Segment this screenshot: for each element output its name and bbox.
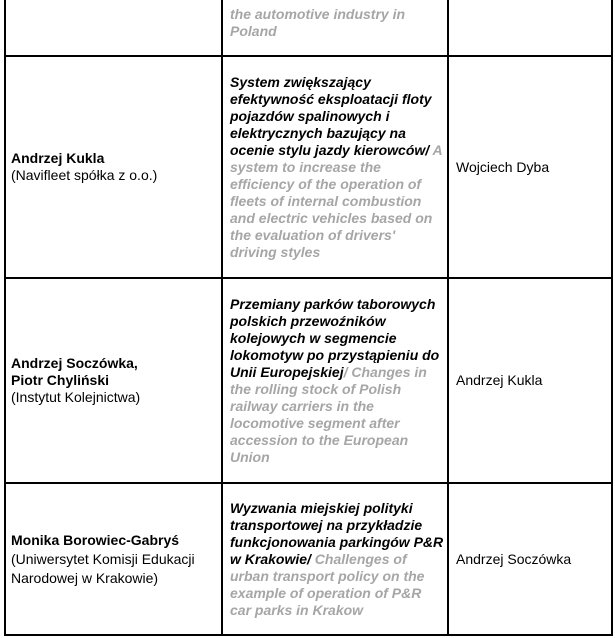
table-row (6, 55, 611, 277)
title-cell (221, 57, 447, 277)
author-affiliation: (Instytut Kolejnictwa) (11, 389, 141, 405)
title-polish: System zwiększający efektywność eksploatacji floty pojazdów spalinowych i elektrycznych bazujący na ocenie stylu jazdy kierowców/ (230, 73, 432, 158)
author-affiliation: (Uniwersytet Komisji Edukacji Narodowej w Krakowie) (11, 550, 195, 586)
reviewer-cell (447, 0, 611, 55)
title-polish: Przemiany parków taborowych polskich przewoźników kolejowych w segmencie lokomotyw po przystąpieniu do Unii Europejskiej (230, 295, 440, 380)
reviewer-cell (447, 279, 611, 482)
author-names: Andrzej Kukla (11, 150, 105, 166)
author-names: Monika Borowiec-Gabryś (11, 531, 180, 548)
table-row (6, 482, 611, 634)
reviewer-name: Andrzej Kukla (456, 372, 543, 388)
reviewer-cell (447, 484, 611, 634)
title-english: / Changes in the rolling stock of Polish railway carriers in the locomotive segment after accession to the European Union (230, 363, 427, 465)
author-affiliation: (Navifleet spółka z o.o.) (11, 167, 158, 183)
table-row (6, 277, 611, 482)
author-cell (6, 484, 221, 634)
reviewer-name: Wojciech Dyba (456, 158, 550, 175)
table-row (6, 0, 611, 55)
papers-table (4, 0, 613, 636)
title-english: the automotive industry in Poland (230, 6, 406, 39)
title-english: Challenges of urban transport policy on the example of operation of P&R car parks in Krakow (230, 550, 425, 618)
author-cell (6, 0, 221, 55)
title-polish: Wyzwania miejskiej polityki transportowej na przykładzie funkcjonowania parkingów P&R w Krakowie/ (230, 499, 444, 567)
title-english: A system to increase the efficiency of the operation of fleets of internal combustion and electric vehicles based on the evaluation of drivers' driving styles (230, 141, 443, 260)
author-names: Andrzej Soczówka, Piotr Chyliński (11, 355, 138, 388)
author-cell (6, 57, 221, 277)
title-cell (221, 484, 447, 634)
reviewer-name: Andrzej Soczówka (456, 550, 572, 567)
title-cell (221, 279, 447, 482)
author-cell (6, 279, 221, 482)
title-cell (221, 0, 447, 55)
reviewer-cell (447, 57, 611, 277)
